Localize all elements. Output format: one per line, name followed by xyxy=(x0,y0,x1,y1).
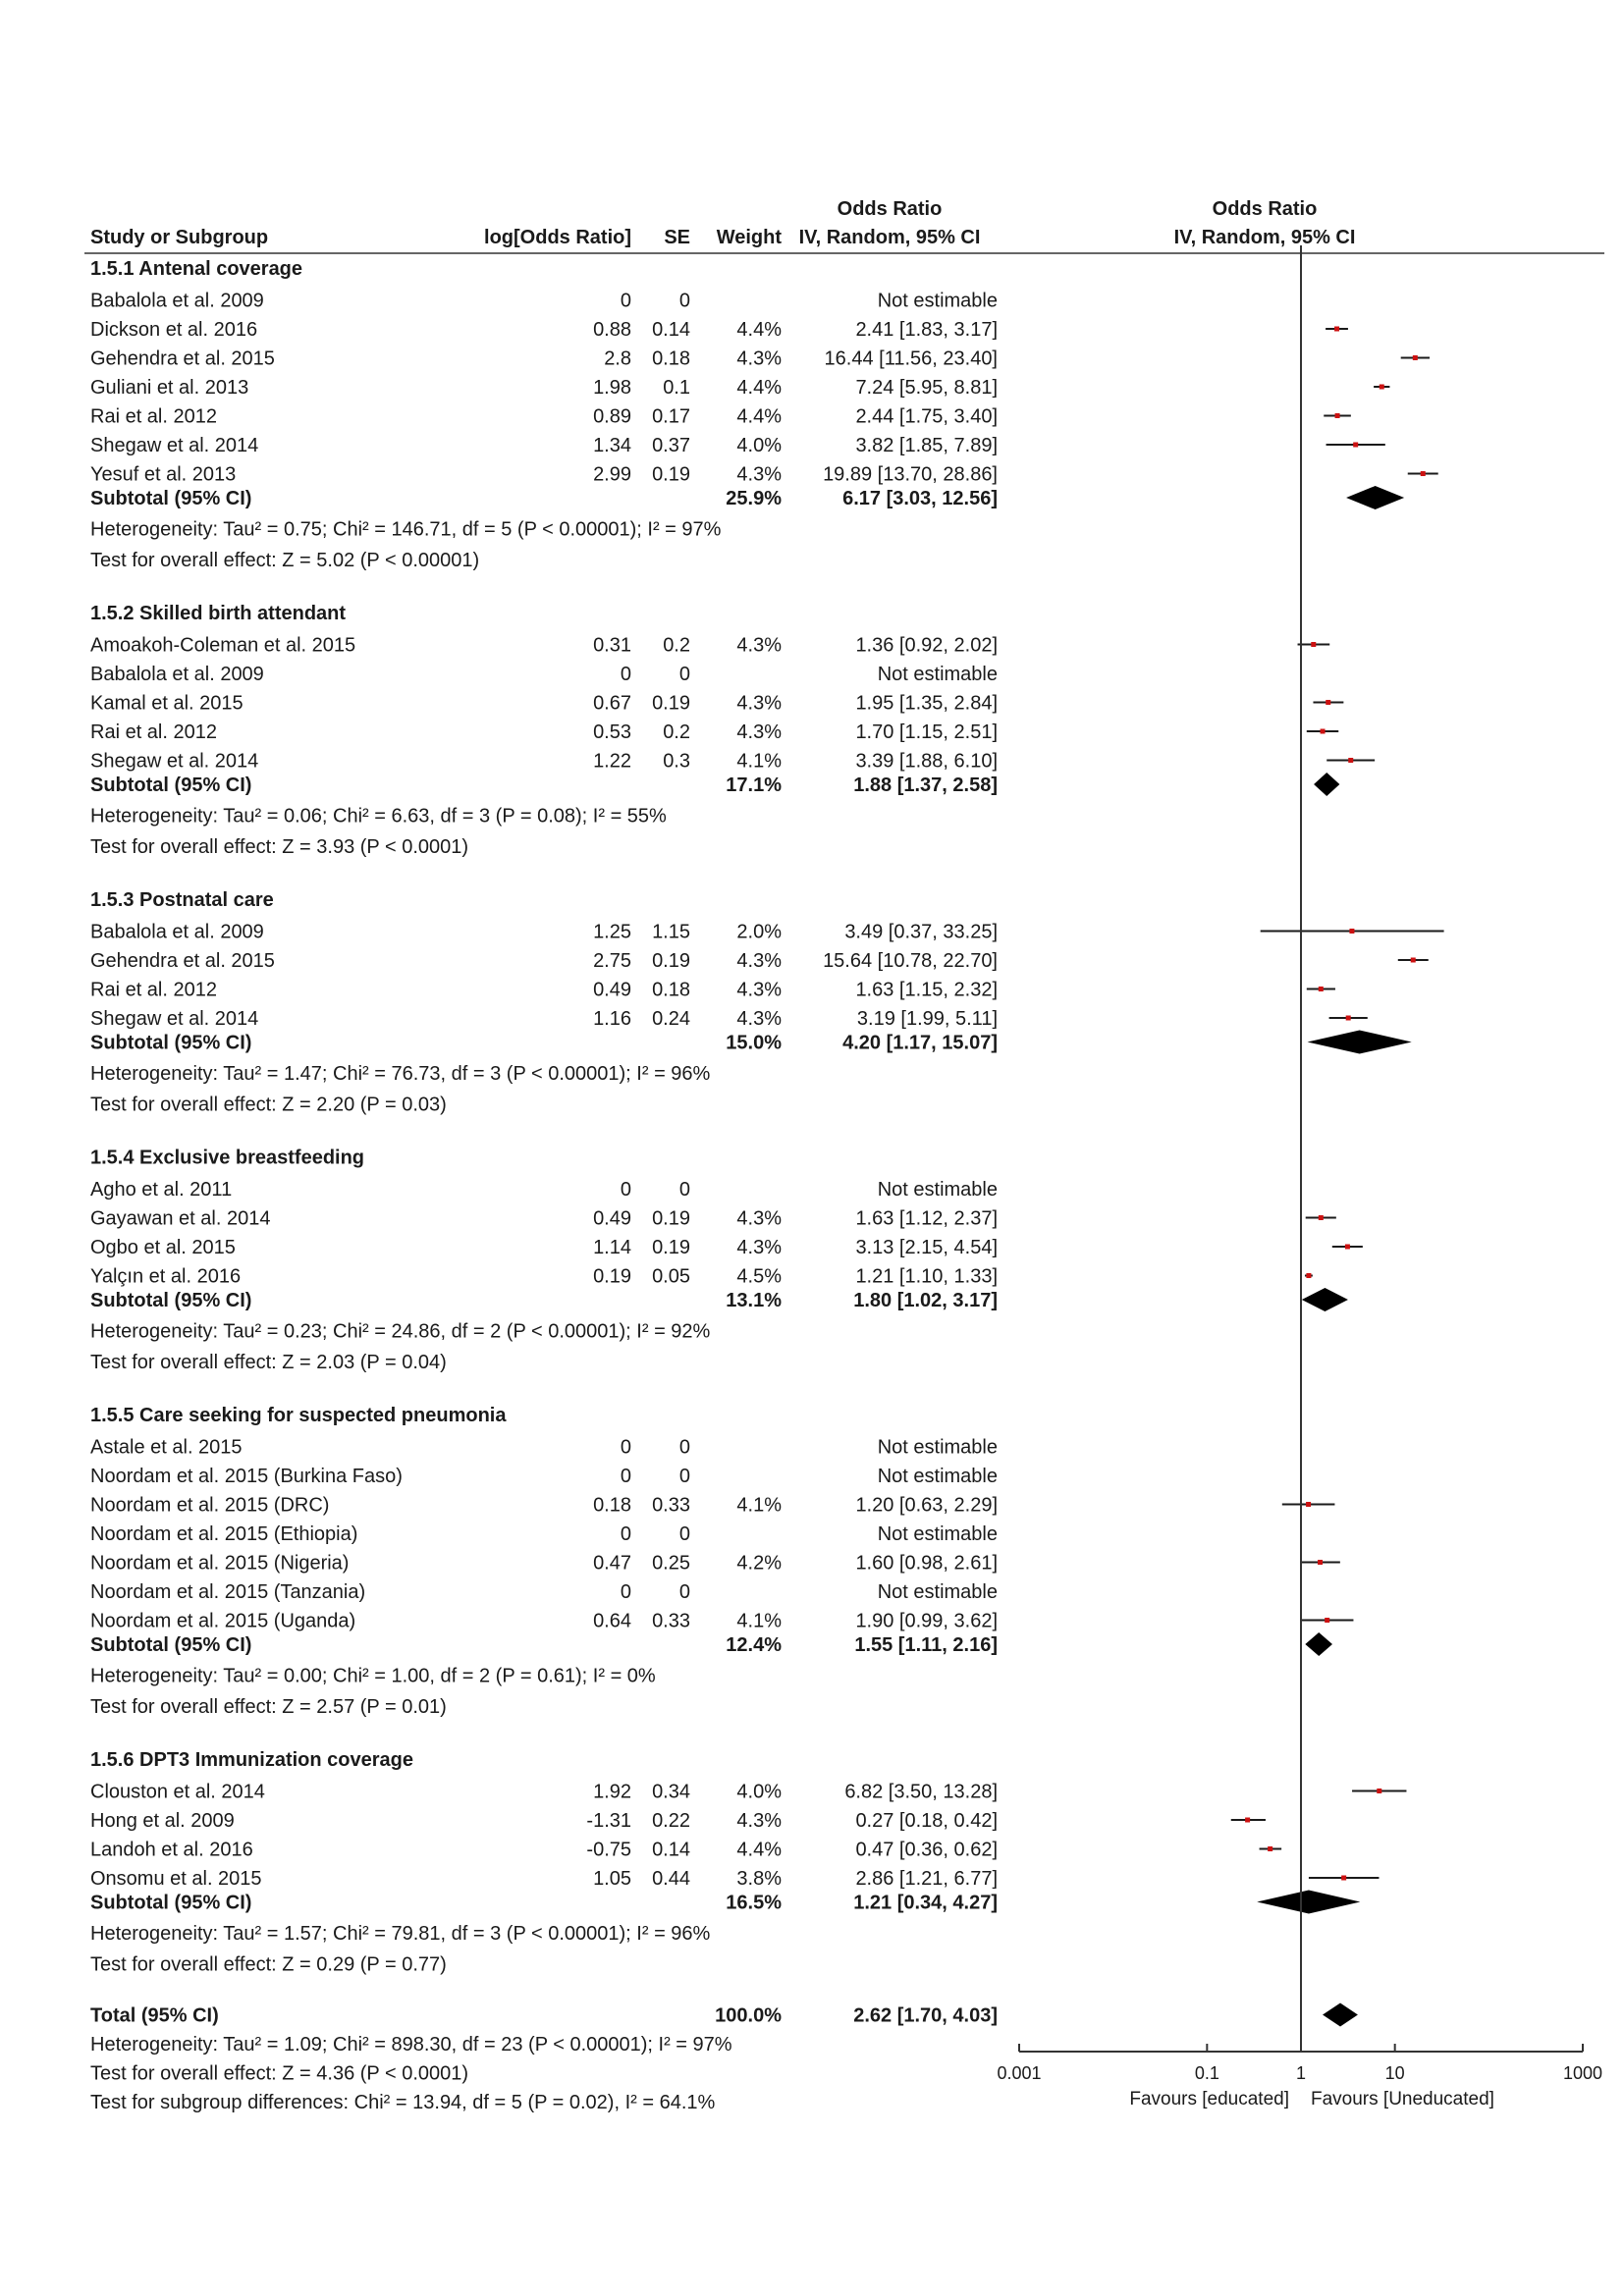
study-weight: 4.1% xyxy=(736,750,782,773)
total-label: Total (95% CI) xyxy=(90,2004,219,2027)
study-se: 0.33 xyxy=(652,1610,690,1632)
study-point-estimate xyxy=(1346,1016,1351,1021)
subtotal-label: Subtotal (95% CI) xyxy=(90,1290,252,1311)
subtotal-weight: 15.0% xyxy=(726,1032,782,1054)
study-weight: 4.3% xyxy=(736,1008,782,1030)
study-log-or: 0.67 xyxy=(593,692,631,715)
study-point-estimate xyxy=(1377,1789,1381,1793)
study-point-estimate xyxy=(1334,327,1339,332)
study-log-or: 1.25 xyxy=(593,921,631,943)
study-log-or: 0 xyxy=(620,1179,631,1201)
study-log-or: 0.19 xyxy=(593,1265,631,1288)
study-log-or: 1.14 xyxy=(593,1237,631,1258)
study-name: Kamal et al. 2015 xyxy=(90,692,244,715)
study-name: Yesuf et al. 2013 xyxy=(90,463,237,486)
total-diamond xyxy=(1323,2003,1358,2027)
study-ci-text: 2.86 [1.21, 6.77] xyxy=(855,1868,998,1890)
study-se: 0.19 xyxy=(652,692,690,715)
study-weight: 4.1% xyxy=(736,1610,782,1632)
subgroup-overall-effect: Test for overall effect: Z = 0.29 (P = 0.77) xyxy=(90,1953,447,1976)
study-ci-text: 1.63 [1.12, 2.37] xyxy=(855,1207,998,1230)
study-log-or: 0 xyxy=(620,1523,631,1545)
subtotal-label: Subtotal (95% CI) xyxy=(90,774,252,796)
study-se: 0 xyxy=(678,1436,690,1459)
subtotal-weight: 16.5% xyxy=(726,1892,782,1914)
study-se: 0 xyxy=(678,1581,690,1603)
study-se: 0.34 xyxy=(652,1781,690,1803)
study-weight: 2.0% xyxy=(736,921,782,943)
study-log-or: 0 xyxy=(620,664,631,685)
subgroup-heterogeneity: Heterogeneity: Tau² = 1.57; Chi² = 79.81, df = 3 (P < 0.00001); I² = 96% xyxy=(90,1923,711,1945)
study-point-estimate xyxy=(1380,385,1384,390)
subtotal-diamond xyxy=(1308,1031,1412,1054)
study-ci-text: 2.41 [1.83, 3.17] xyxy=(855,319,998,341)
subgroup-heterogeneity: Heterogeneity: Tau² = 1.47; Chi² = 76.73, df = 3 (P < 0.00001); I² = 96% xyxy=(90,1063,711,1085)
study-weight: 4.0% xyxy=(736,435,782,456)
study-se: 0.44 xyxy=(652,1868,690,1890)
study-name: Rai et al. 2012 xyxy=(90,979,217,1001)
subgroup-overall-effect: Test for overall effect: Z = 2.03 (P = 0.04) xyxy=(90,1352,447,1373)
study-name: Astale et al. 2015 xyxy=(90,1436,243,1459)
study-name: Noordam et al. 2015 (Ethiopia) xyxy=(90,1523,358,1545)
study-se: 0.19 xyxy=(652,1237,690,1258)
subtotal-weight: 12.4% xyxy=(726,1634,782,1656)
study-log-or: 0 xyxy=(620,1436,631,1459)
footer-statistic: Test for subgroup differences: Chi² = 13.94, df = 5 (P = 0.02), I² = 64.1% xyxy=(90,2092,716,2113)
study-ci-text: 3.19 [1.99, 5.11] xyxy=(856,1008,998,1030)
study-ci-text: Not estimable xyxy=(877,1179,998,1201)
study-ci-text: 16.44 [11.56, 23.40] xyxy=(824,347,998,370)
subgroup-title: 1.5.5 Care seeking for suspected pneumonia xyxy=(90,1405,507,1426)
study-ci-text: 1.21 [1.10, 1.33] xyxy=(855,1265,998,1288)
study-name: Agho et al. 2011 xyxy=(90,1179,233,1201)
study-log-or: 2.99 xyxy=(593,463,631,486)
study-name: Gayawan et al. 2014 xyxy=(90,1207,271,1230)
study-se: 0.24 xyxy=(652,1008,690,1030)
study-name: Amoakoh-Coleman et al. 2015 xyxy=(90,634,356,657)
subgroup-title: 1.5.2 Skilled birth attendant xyxy=(90,603,347,624)
study-name: Gehendra et al. 2015 xyxy=(90,950,275,972)
study-log-or: 0.18 xyxy=(593,1494,631,1517)
study-name: Hong et al. 2009 xyxy=(90,1810,235,1832)
subgroup-overall-effect: Test for overall effect: Z = 5.02 (P < 0.00001) xyxy=(90,550,480,571)
study-point-estimate xyxy=(1245,1818,1250,1823)
study-point-estimate xyxy=(1311,642,1316,647)
subtotal-weight: 25.9% xyxy=(726,488,782,509)
subgroup-heterogeneity: Heterogeneity: Tau² = 0.06; Chi² = 6.63, df = 3 (P = 0.08); I² = 55% xyxy=(90,805,667,828)
study-ci-text: 6.82 [3.50, 13.28] xyxy=(844,1781,998,1803)
study-se: 0.37 xyxy=(652,435,690,456)
study-weight: 4.4% xyxy=(736,405,782,428)
study-name: Babalola et al. 2009 xyxy=(90,290,264,312)
study-weight: 3.8% xyxy=(736,1868,782,1890)
subtotal-diamond xyxy=(1314,773,1339,796)
study-point-estimate xyxy=(1319,987,1324,991)
study-log-or: 0.64 xyxy=(593,1610,631,1632)
study-se: 0.25 xyxy=(652,1552,690,1575)
study-log-or: 0.31 xyxy=(593,634,631,657)
study-log-or: 0.49 xyxy=(593,1207,631,1230)
study-weight: 4.1% xyxy=(736,1494,782,1517)
subgroup-heterogeneity: Heterogeneity: Tau² = 0.75; Chi² = 146.71, df = 5 (P < 0.00001); I² = 97% xyxy=(90,518,722,541)
favours-left-label: Favours [educated] xyxy=(1129,2089,1289,2109)
study-se: 0.18 xyxy=(652,979,690,1001)
study-se: 0.3 xyxy=(663,750,690,773)
study-log-or: 1.05 xyxy=(593,1868,631,1890)
study-se: 0.33 xyxy=(652,1494,690,1517)
subgroup-overall-effect: Test for overall effect: Z = 2.20 (P = 0.03) xyxy=(90,1094,447,1116)
study-ci-text: 0.27 [0.18, 0.42] xyxy=(855,1810,998,1832)
study-point-estimate xyxy=(1318,1560,1323,1565)
subtotal-label: Subtotal (95% CI) xyxy=(90,488,252,509)
study-point-estimate xyxy=(1348,758,1353,763)
study-log-or: 0 xyxy=(620,290,631,312)
subgroup-overall-effect: Test for overall effect: Z = 3.93 (P < 0.0001) xyxy=(90,836,469,858)
study-name: Landoh et al. 2016 xyxy=(90,1839,253,1861)
study-point-estimate xyxy=(1411,958,1416,963)
total-weight: 100.0% xyxy=(715,2004,782,2027)
study-ci-text: 1.95 [1.35, 2.84] xyxy=(855,692,998,715)
study-ci-text: Not estimable xyxy=(877,664,998,685)
study-weight: 4.3% xyxy=(736,463,782,486)
study-ci-text: Not estimable xyxy=(877,1466,998,1487)
study-weight: 4.4% xyxy=(736,377,782,399)
study-log-or: 1.22 xyxy=(593,750,631,773)
study-weight: 4.3% xyxy=(736,1207,782,1230)
study-se: 0.18 xyxy=(652,347,690,370)
study-log-or: 0.49 xyxy=(593,979,631,1001)
header-plot-title: Odds Ratio xyxy=(1212,198,1318,220)
study-ci-text: 3.13 [2.15, 4.54] xyxy=(855,1237,998,1258)
subtotal-diamond xyxy=(1257,1891,1360,1914)
subgroup-title: 1.5.6 DPT3 Immunization coverage xyxy=(90,1749,413,1771)
x-axis-tick-label: 0.1 xyxy=(1194,2063,1219,2083)
study-weight: 4.3% xyxy=(736,950,782,972)
footer-statistic: Test for overall effect: Z = 4.36 (P < 0.0001) xyxy=(90,2062,469,2085)
study-name: Rai et al. 2012 xyxy=(90,405,217,428)
study-ci-text: 1.36 [0.92, 2.02] xyxy=(855,634,998,657)
study-se: 0.2 xyxy=(663,634,690,657)
study-weight: 4.3% xyxy=(736,347,782,370)
study-weight: 4.0% xyxy=(736,1781,782,1803)
study-point-estimate xyxy=(1335,413,1340,418)
footer-statistic: Heterogeneity: Tau² = 1.09; Chi² = 898.30, df = 23 (P < 0.00001); I² = 97% xyxy=(90,2034,732,2056)
subgroup-heterogeneity: Heterogeneity: Tau² = 0.00; Chi² = 1.00, df = 2 (P = 0.61); I² = 0% xyxy=(90,1665,656,1687)
study-log-or: 0.89 xyxy=(593,405,631,428)
study-name: Shegaw et al. 2014 xyxy=(90,435,259,456)
study-weight: 4.4% xyxy=(736,319,782,341)
study-point-estimate xyxy=(1349,929,1354,934)
study-ci-text: 0.47 [0.36, 0.62] xyxy=(855,1839,998,1861)
study-point-estimate xyxy=(1306,1502,1311,1507)
study-ci-text: 1.60 [0.98, 2.61] xyxy=(855,1552,998,1575)
study-ci-text: 1.20 [0.63, 2.29] xyxy=(855,1494,998,1517)
subtotal-weight: 17.1% xyxy=(726,774,782,796)
subtotal-label: Subtotal (95% CI) xyxy=(90,1892,252,1914)
study-se: 0.14 xyxy=(652,1839,690,1861)
study-log-or: 1.98 xyxy=(593,377,631,399)
study-se: 0 xyxy=(678,1523,690,1545)
header-weight: Weight xyxy=(716,227,782,248)
study-se: 0.17 xyxy=(652,405,690,428)
subtotal-label: Subtotal (95% CI) xyxy=(90,1634,252,1656)
study-log-or: 0 xyxy=(620,1466,631,1487)
study-point-estimate xyxy=(1353,443,1358,448)
study-se: 0 xyxy=(678,664,690,685)
study-log-or: 0 xyxy=(620,1581,631,1603)
study-name: Guliani et al. 2013 xyxy=(90,377,249,399)
study-point-estimate xyxy=(1268,1846,1272,1851)
study-log-or: 2.8 xyxy=(604,347,631,370)
study-name: Noordam et al. 2015 (Tanzania) xyxy=(90,1581,366,1603)
subtotal-ci-text: 1.80 [1.02, 3.17] xyxy=(853,1290,998,1311)
study-log-or: -0.75 xyxy=(586,1839,631,1861)
study-point-estimate xyxy=(1421,471,1426,476)
study-ci-text: Not estimable xyxy=(877,1581,998,1603)
subgroup-overall-effect: Test for overall effect: Z = 2.57 (P = 0.01) xyxy=(90,1696,447,1718)
study-name: Yalçın et al. 2016 xyxy=(90,1265,242,1288)
x-axis-tick-label: 1 xyxy=(1295,2063,1307,2083)
x-axis-tick-label: 10 xyxy=(1384,2063,1405,2083)
subtotal-ci-text: 1.88 [1.37, 2.58] xyxy=(853,774,998,796)
study-name: Noordam et al. 2015 (Burkina Faso) xyxy=(90,1466,403,1487)
study-se: 0.19 xyxy=(652,1207,690,1230)
header-or-title: Odds Ratio xyxy=(837,198,943,220)
study-name: Rai et al. 2012 xyxy=(90,721,217,743)
study-name: Babalola et al. 2009 xyxy=(90,921,264,943)
study-name: Babalola et al. 2009 xyxy=(90,664,264,685)
subtotal-diamond xyxy=(1305,1632,1332,1656)
header-or-method: IV, Random, 95% CI xyxy=(798,227,981,248)
header-se: SE xyxy=(664,227,690,248)
study-se: 0.05 xyxy=(652,1265,690,1288)
study-se: 0.2 xyxy=(663,721,690,743)
x-axis-tick-label: 1000 xyxy=(1562,2063,1603,2083)
subtotal-diamond xyxy=(1346,486,1404,509)
header-study: Study or Subgroup xyxy=(90,227,269,248)
study-weight: 4.3% xyxy=(736,979,782,1001)
study-ci-text: 7.24 [5.95, 8.81] xyxy=(855,377,998,399)
subtotal-diamond xyxy=(1302,1288,1348,1311)
study-ci-text: 3.49 [0.37, 33.25] xyxy=(844,921,998,943)
subtotal-label: Subtotal (95% CI) xyxy=(90,1032,252,1054)
study-ci-text: Not estimable xyxy=(877,1436,998,1459)
subtotal-ci-text: 6.17 [3.03, 12.56] xyxy=(842,488,998,509)
study-name: Dickson et al. 2016 xyxy=(90,319,258,341)
study-name: Onsomu et al. 2015 xyxy=(90,1868,262,1890)
favours-right-label: Favours [Uneducated] xyxy=(1311,2089,1494,2109)
study-log-or: -1.31 xyxy=(586,1810,631,1832)
study-point-estimate xyxy=(1319,1215,1324,1220)
study-log-or: 1.34 xyxy=(593,435,631,456)
study-ci-text: 19.89 [13.70, 28.86] xyxy=(823,463,998,486)
study-ci-text: 2.44 [1.75, 3.40] xyxy=(855,405,998,428)
study-name: Ogbo et al. 2015 xyxy=(90,1237,236,1258)
study-se: 0.19 xyxy=(652,463,690,486)
study-log-or: 2.75 xyxy=(593,950,631,972)
study-point-estimate xyxy=(1345,1245,1350,1250)
total-ci-text: 2.62 [1.70, 4.03] xyxy=(853,2004,998,2027)
study-name: Clouston et al. 2014 xyxy=(90,1781,265,1803)
subgroup-title: 1.5.4 Exclusive breastfeeding xyxy=(90,1147,365,1169)
study-se: 0 xyxy=(678,290,690,312)
header-plot-method: IV, Random, 95% CI xyxy=(1173,227,1356,248)
study-se: 0 xyxy=(678,1179,690,1201)
study-log-or: 0.88 xyxy=(593,319,631,341)
study-log-or: 0.53 xyxy=(593,721,631,743)
study-weight: 4.3% xyxy=(736,692,782,715)
study-point-estimate xyxy=(1413,355,1418,360)
study-weight: 4.3% xyxy=(736,1810,782,1832)
study-point-estimate xyxy=(1306,1273,1311,1278)
study-ci-text: Not estimable xyxy=(877,290,998,312)
subtotal-weight: 13.1% xyxy=(726,1290,782,1311)
study-log-or: 1.16 xyxy=(593,1008,631,1030)
study-ci-text: 15.64 [10.78, 22.70] xyxy=(823,950,998,972)
study-ci-text: 3.82 [1.85, 7.89] xyxy=(855,435,998,456)
study-weight: 4.5% xyxy=(736,1265,782,1288)
header-log-or: log[Odds Ratio] xyxy=(484,227,631,248)
study-se: 0.14 xyxy=(652,319,690,341)
study-se: 1.15 xyxy=(652,921,690,943)
study-weight: 4.3% xyxy=(736,721,782,743)
study-weight: 4.4% xyxy=(736,1839,782,1861)
study-name: Noordam et al. 2015 (Nigeria) xyxy=(90,1552,350,1575)
study-weight: 4.3% xyxy=(736,634,782,657)
study-ci-text: Not estimable xyxy=(877,1523,998,1545)
x-axis-tick-label: 0.001 xyxy=(997,2063,1042,2083)
study-name: Shegaw et al. 2014 xyxy=(90,750,259,773)
study-point-estimate xyxy=(1321,729,1326,734)
study-name: Shegaw et al. 2014 xyxy=(90,1008,259,1030)
study-ci-text: 1.63 [1.15, 2.32] xyxy=(855,979,998,1001)
study-ci-text: 3.39 [1.88, 6.10] xyxy=(855,750,998,773)
study-name: Noordam et al. 2015 (DRC) xyxy=(90,1494,330,1517)
study-name: Noordam et al. 2015 (Uganda) xyxy=(90,1610,356,1632)
study-log-or: 0.47 xyxy=(593,1552,631,1575)
study-weight: 4.2% xyxy=(736,1552,782,1575)
study-point-estimate xyxy=(1341,1876,1346,1881)
study-log-or: 1.92 xyxy=(593,1781,631,1803)
study-weight: 4.3% xyxy=(736,1237,782,1258)
study-ci-text: 1.70 [1.15, 2.51] xyxy=(855,721,998,743)
study-point-estimate xyxy=(1325,1618,1329,1623)
study-se: 0.22 xyxy=(652,1810,690,1832)
subtotal-ci-text: 1.55 [1.11, 2.16] xyxy=(854,1634,998,1656)
study-se: 0.19 xyxy=(652,950,690,972)
study-ci-text: 1.90 [0.99, 3.62] xyxy=(855,1610,998,1632)
study-point-estimate xyxy=(1326,700,1330,705)
subgroup-title: 1.5.3 Postnatal care xyxy=(90,889,274,911)
subtotal-ci-text: 4.20 [1.17, 15.07] xyxy=(842,1032,998,1054)
study-se: 0 xyxy=(678,1466,690,1487)
study-se: 0.1 xyxy=(663,377,690,399)
study-name: Gehendra et al. 2015 xyxy=(90,347,275,370)
subgroup-title: 1.5.1 Antenal coverage xyxy=(90,258,303,280)
subtotal-ci-text: 1.21 [0.34, 4.27] xyxy=(853,1892,998,1914)
subgroup-heterogeneity: Heterogeneity: Tau² = 0.23; Chi² = 24.86, df = 2 (P < 0.00001); I² = 92% xyxy=(90,1320,711,1343)
